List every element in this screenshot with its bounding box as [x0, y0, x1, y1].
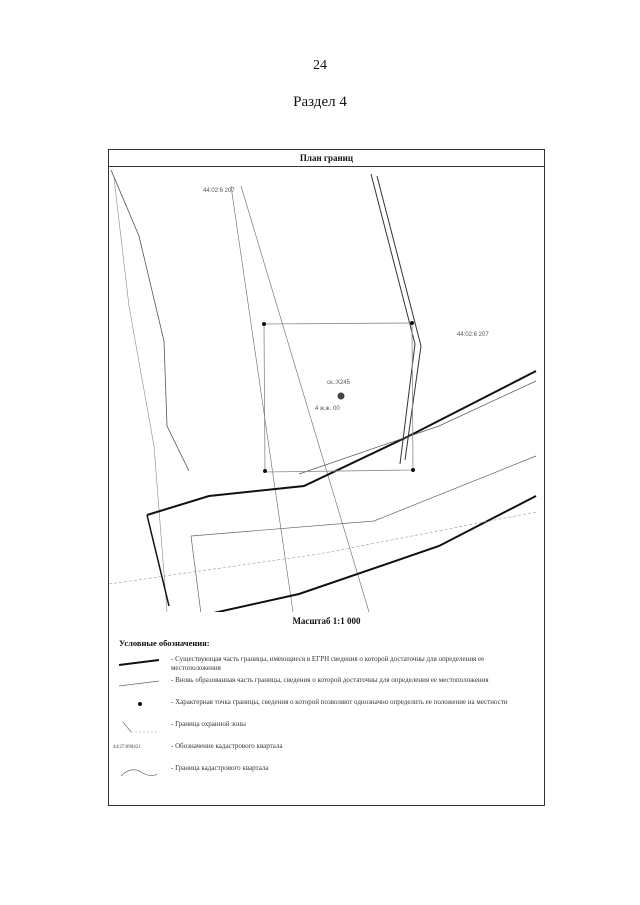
boundary-map — [109, 166, 544, 612]
new-boundary-symbol — [117, 676, 161, 692]
quarter-code-label: 44:02:6 207 — [203, 188, 235, 194]
right-code-label: 44:02:6 207 — [457, 332, 489, 338]
legend-text: - Вновь образованная часть границы, сведения о которой достаточны для определения ее местоположения — [171, 676, 489, 684]
quarter-code-symbol: 44:27:090421 — [113, 745, 141, 750]
scale-label: Масштаб 1:1 000 — [292, 616, 361, 626]
protection-zone-symbol — [117, 720, 161, 736]
legend-text: - Существующая часть границы, имеющиеся в ЕГРН сведения о которой достаточны для определения ее местоположения — [171, 655, 485, 672]
legend-text: - Характерная точка границы, сведения о которой позволяют однозначно определить ее положение на местности — [171, 698, 508, 706]
boundary-plan-frame — [108, 149, 545, 806]
diagonal-line-1 — [231, 186, 293, 612]
existing-boundary-symbol — [117, 655, 161, 671]
section-title: Раздел 4 — [293, 94, 347, 110]
legend-title: Условные обозначения: — [119, 638, 210, 648]
plan-title: План границ — [109, 150, 544, 167]
page-number: 24 — [313, 58, 327, 73]
center-marker-icon — [338, 393, 345, 400]
legend-text: - Граница охранной зоны — [171, 720, 246, 728]
legend-text: - Граница кадастрового квартала — [171, 764, 269, 772]
point-a-label: ск.:Х245 — [327, 380, 350, 386]
boundary-point-se — [411, 468, 415, 472]
thin-boundary-1 — [299, 381, 536, 474]
quarter-boundary-symbol — [117, 764, 161, 780]
boundary-point-symbol — [117, 698, 161, 714]
boundary-point-nw — [262, 322, 266, 326]
legend-text: - Обозначение кадастрового квартала — [171, 742, 283, 750]
legend-item — [113, 764, 538, 790]
protection-zone-line — [109, 512, 536, 584]
diagonal-line-2 — [241, 186, 369, 612]
thin-boundary-3 — [191, 536, 201, 612]
point-b-label: 4 ж.ж. 00 — [315, 406, 340, 412]
boundary-point-sw — [263, 469, 267, 473]
existing-boundary-left — [147, 515, 169, 606]
existing-boundary-lower — [209, 496, 536, 612]
right-boundary-line-inner — [371, 174, 415, 464]
thin-boundary-2 — [191, 456, 536, 536]
right-boundary-line-outer — [377, 176, 421, 460]
boundary-point-ne — [410, 321, 414, 325]
left-boundary-line — [111, 170, 189, 471]
